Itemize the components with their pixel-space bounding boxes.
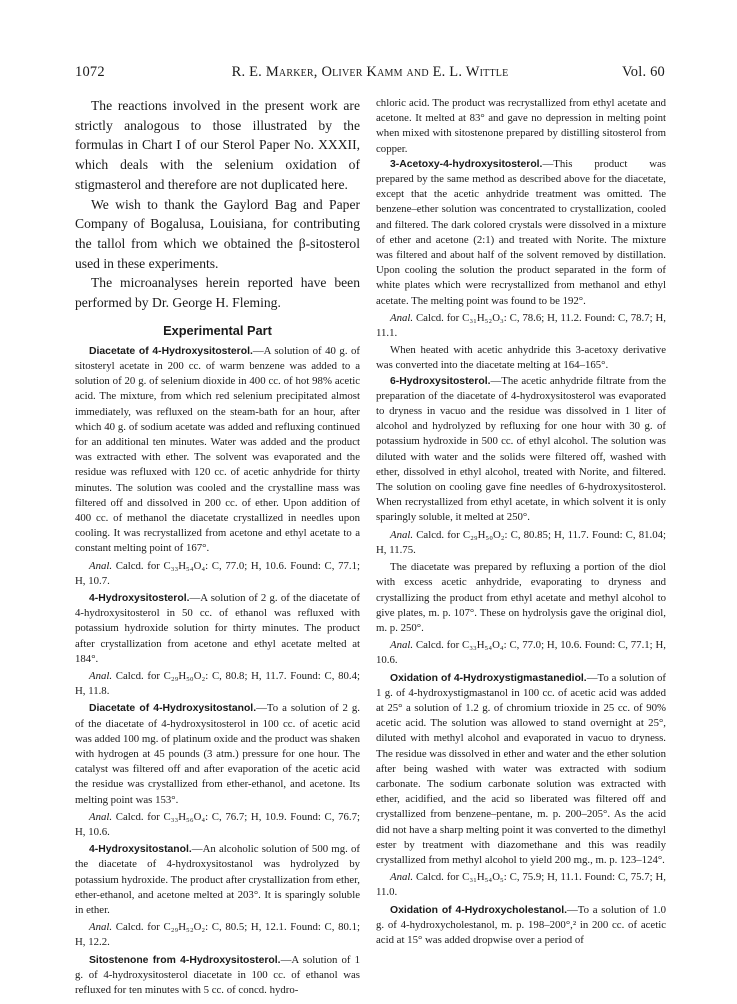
- running-title: R. E. Marker, Oliver Kamm and E. L. Wittle: [231, 64, 509, 80]
- paragraph-diacetate-prep: The diacetate was prepared by refluxing a portion of the diol with excess acetic anhydride, evaporating to dryness and crystallizing the product from ethyl acetate and methyl alcohol to give plates, m. p. 107°. These on hydrolysis gave the original diol, m. p. 250°.: [376, 561, 666, 634]
- running-header: [75, 64, 665, 84]
- intro-paragraph-2: We wish to thank the Gaylord Bag and Paper Company of Bogalusa, Louisiana, for contributing the tallol from which we obtained the β-sitosterol used in these experiments.: [75, 196, 360, 271]
- anal-text: Calcd. for C₂₉H₅₀O₂: C, 80.85; H, 11.7. Found: C, 81.04; H, 11.75.: [376, 528, 666, 556]
- paragraph-diacetate-4-hydroxysitostanol: [75, 701, 360, 807]
- anal-label: Anal.: [89, 670, 113, 682]
- anal-label: Anal.: [89, 559, 113, 572]
- analysis-r4: [376, 638, 666, 668]
- anal-text: Calcd. for C₂₉H₅₂O₂: C, 80.5; H, 12.1. Found: C, 80.1; H, 12.2.: [75, 921, 360, 949]
- anal-label: Anal.: [390, 871, 414, 884]
- anal-label: Anal.: [390, 528, 414, 541]
- analysis-r5: [376, 870, 666, 900]
- paragraph-heading: Oxidation of 4-Hydroxystigmastanediol.: [390, 672, 587, 684]
- paragraph-body: —An alcoholic solution of 500 mg. of the diacetate of 4-hydroxysitostanol was hydrolyzed by potassium hydroxide. The product after crystallization from ether, ether-ethanol, and acetone melted at 203°. It is sparingly soluble in ether.: [75, 843, 360, 917]
- paragraph-body: —To a solution of 1.0 g. of 4-hydroxycholestanol, m. p. 198–200°,² in 200 cc. of acetic acid at 15° was added dropwise over a period of: [376, 903, 666, 946]
- paragraph-oxidation-cholestanol: [376, 903, 666, 949]
- anal-text: Calcd. for C₃₁H₅₂O₃: C, 78.6; H, 11.2. Found: C, 78.7; H, 11.1.: [376, 311, 666, 340]
- analysis-r1: [376, 311, 666, 341]
- anal-label: Anal.: [89, 810, 113, 823]
- paragraph-heading: Diacetate of 4-Hydroxysitostanol.: [89, 703, 257, 715]
- anal-text: Calcd. for C₃₃H₅₄O₄: C, 77.0; H, 10.6. Found: C, 77.1; H, 10.6.: [376, 639, 666, 667]
- analysis-r3: [376, 528, 666, 558]
- paragraph-body: —A solution of 2 g. of the diacetate of 4-hydroxysitosterol in 50 cc. of ethanol was refluxed with potassium hydroxide solution for thirty minutes. The product after crystallization from acetone and ethyl acetate melted at 184°.: [75, 591, 360, 665]
- section-title: Experimental Part: [163, 322, 272, 338]
- paragraph-diacetate-4-hydroxysitosterol: [75, 344, 360, 557]
- paragraph-body: —To a solution of 2 g. of the diacetate of 4-hydroxysitosterol in 100 cc. of acetic acid was added 100 mg. of platinum oxide and the product was shaken with hydrogen at 45 pounds (3 atm.) pressure for one hour. The catalyst was filtered off and after evaporation of the acetic acid the residue was crystallized from ether-ethanol, and acetone. Its melting point was 153°.: [75, 702, 361, 806]
- paragraph-continued: chloric acid. The product was recrystallized from ethyl acetate and acetone. It melted at 83° and gave no depression in melting point when mixed with sitostenone prepared by distilling sitosterol from copper.: [376, 97, 666, 155]
- paragraph-heading: Oxidation of 4-Hydroxycholestanol.: [390, 904, 567, 916]
- analysis-1: [75, 559, 360, 589]
- anal-text: Calcd. for C₃₃H₅₄O₄: C, 77.0; H, 10.6. Found: C, 77.1; H, 10.7.: [75, 559, 360, 587]
- paragraph-heading: 6-Hydroxysitosterol.: [390, 375, 491, 387]
- paragraph-heading: Sitostenone from 4-Hydroxysitosterol.: [89, 954, 281, 966]
- paragraph-body: —A solution of 40 g. of sitosteryl acetate in 200 cc. of warm benzene was added to a solution of 20 g. of selenium dioxide in 400 cc. of hot 98% acetic acid. The mixture, from which red selenium precipitated almost immediately, was refluxed on the steam-bath for an hour, after which 40 g. of sodium acetate was added and refluxing continued for an additional ten minutes. Water was added and the product was extracted with ether. The solvent was evaporated and the residue was refluxed with 120 cc. of acetic anhydride for thirty minutes. The solution was cooled and the crystalline mass was filtered off and dissolved in 200 cc. of ether. Upon addition of 400 cc. of methanol the diacetate crystallized in needles upon cooling. It was recrystallized from acetone and ethyl acetate to a constant melting point of 167°.: [75, 344, 361, 555]
- paragraph-acetoxy-conversion: When heated with acetic anhydride this 3-acetoxy derivative was converted into the diacetate melting at 164–165°.: [376, 344, 666, 372]
- paragraph-6-hydroxysitosterol: [376, 374, 666, 526]
- paragraph-oxidation-stigmastanediol: [376, 671, 666, 869]
- anal-label: Anal.: [390, 639, 414, 652]
- analysis-2: [75, 669, 360, 699]
- anal-label: Anal.: [390, 311, 414, 324]
- paragraph-4-hydroxysitostanol: [75, 842, 360, 918]
- intro-paragraph-3: The microanalyses herein reported have been performed by Dr. George H. Fleming.: [75, 275, 360, 311]
- paragraph-heading: 3-Acetoxy-4-hydroxysitosterol.: [390, 158, 543, 170]
- anal-text: Calcd. for C₃₁H₅₄O₅: C, 75.9; H, 11.1. Found: C, 75.7; H, 11.0.: [376, 871, 666, 899]
- paragraph-body: —This product was prepared by the same method as described above for the diacetate, except that the acetic anhydride treatment was omitted. The benzene–ether solution was concentrated to crystallization, cooled and filtered. The dark colored crystals were dissolved in a mixture of ether and acetone (2:1) and treated with Norite. The mixture was filtered and about half of the solvent removed by distillation. Upon cooling the solution the product separated in the form of white plates which were recrystallized from methanol and ethyl acetate. The melting point was found to be 192°.: [376, 157, 666, 307]
- anal-text: Calcd. for C₂₉H₅₀O₂: C, 80.8; H, 11.7. Found: C, 80.4; H, 11.8.: [75, 670, 360, 698]
- right-column: [376, 96, 666, 948]
- paragraph-body: —A solution of 1 g. of 4-hydroxysitosterol diacetate in 100 cc. of ethanol was refluxed for ten minutes with 5 cc. of concd. hydro-: [75, 953, 360, 997]
- left-column: [75, 96, 360, 998]
- intro-paragraph-1: The reactions involved in the present work are strictly analogous to those illustrated by the formulas in Chart I of our Sterol Paper No. XXXII, which deals with the selenium oxidation of stigmasterol and therefore are not duplicated here.: [75, 98, 360, 192]
- paragraph-body: —To a solution of 1 g. of 4-hydroxystigmastanol in 100 cc. of acetic acid was added at 25° a solution of 1.2 g. of chromium trioxide in 25 cc. of 90% acetic acid. The solution was allowed to stand overnight at 25°, diluted with methyl alcohol and evaporated in vacuo to dryness. The residue was dissolved in ether and water and the ether solution after being washed with water was extracted with sodium carbonate. The sodium carbonate solution was extracted with ether, acidified, and the acid so liberated was filtered off and crystallized from benzene–pentane, m. p. 200–205°. As the acid did not have a sharp melting point it was converted to the dimethyl ester by treatment with diazomethane and this was readily crystallized from methyl alcohol to yield 200 mg., m. p. 123–124°.: [376, 671, 666, 866]
- anal-text: Calcd. for C₃₃H₅₆O₄: C, 76.7; H, 10.9. Found: C, 76.7; H, 10.6.: [75, 810, 360, 839]
- paragraph-heading: Diacetate of 4-Hydroxysitosterol.: [89, 345, 253, 357]
- page-number: 1072: [75, 64, 105, 80]
- paragraph-3-acetoxy-4-hydroxysitosterol: [376, 157, 666, 309]
- volume-label: Vol. 60: [621, 64, 665, 80]
- paragraph-4-hydroxysitosterol: [75, 591, 360, 667]
- analysis-3: [75, 810, 360, 840]
- anal-label: Anal.: [89, 921, 113, 934]
- paragraph-heading: 4-Hydroxysitostanol.: [89, 844, 192, 856]
- paragraph-body: —The acetic anhydride filtrate from the preparation of the diacetate of 4-hydroxysitosterol was evaporated to dryness in vacuo and the residue was dissolved in 1 liter of alcohol and hydrolyzed by refluxing for one hour with 30 g. of potassium hydroxide in 500 cc. of ethyl alcohol. The solution was diluted with water and the solids were filtered off, washed with ether, dissolved in ethyl alcohol, treated with Norite, and filtered. The solution on cooling gave fine needles of 6-hydroxysitosterol. When recrystallized from ethyl acetate, in which solvent it is only sparingly soluble, it melted at 250°.: [376, 374, 666, 524]
- paragraph-heading: 4-Hydroxysitosterol.: [89, 592, 190, 604]
- analysis-4: [75, 920, 360, 950]
- paragraph-sitostenone: [75, 953, 360, 999]
